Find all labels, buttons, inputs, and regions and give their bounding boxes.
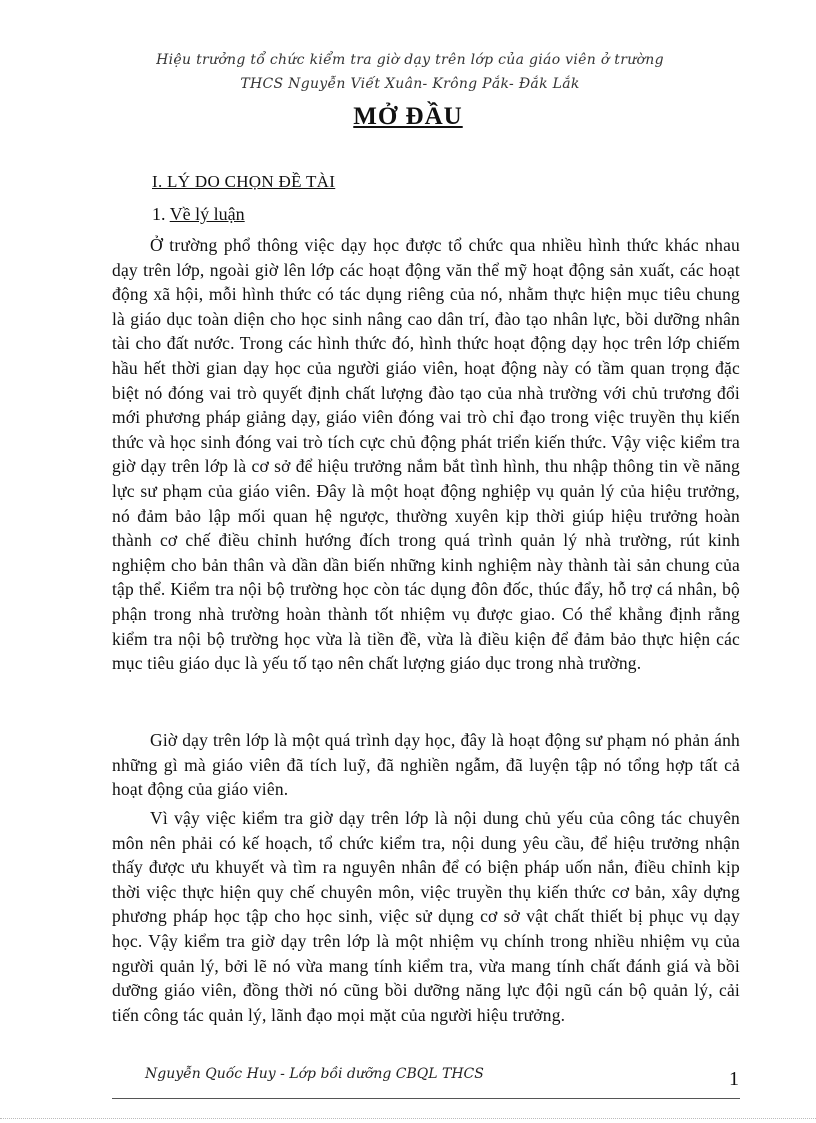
page-number: 1 [729,1068,739,1090]
running-header-line-2: THCS Nguyễn Viết Xuân- Krông Pắk- Đắk Lắk [240,76,580,92]
page-title: MỞ ĐẦU [353,103,463,130]
footer-author: Nguyễn Quốc Huy - Lớp bồi dưỡng CBQL THCS [145,1066,484,1082]
subsection-title: Về lý luận [169,204,245,224]
subsection-heading [152,204,245,225]
section-heading: I. LÝ DO CHỌN ĐỀ TÀI [152,172,336,191]
page-break-dotted-line [0,1118,816,1119]
body-paragraph-2: Giờ dạy trên lớp là một quá trình dạy học, đây là hoạt động sư phạm nó phản ánh những gì mà giáo viên đã tích luỹ, đã nghiền ngẫm, đã luyện tập nó tổng hợp tất cả hoạt động của giáo viên. [112,730,740,800]
footer-rule [112,1098,740,1099]
body-paragraph-1: Ở trường phổ thông việc dạy học được tổ chức qua nhiều hình thức khác nhau dạy trên lớp, ngoài giờ lên lớp các hoạt động văn thể mỹ hoạt động sản xuất, các hoạt động xã hội, mỗi hình thức có tác dụng riêng của nó, nhằm thực hiện mục tiêu chung là giáo dục toàn diện cho học sinh nâng cao dân trí, đào tạo nhân lực, bồi dưỡng nhân tài cho đất nước. Trong các hình thức đó, hình thức hoạt động dạy học trên lớp chiếm hầu hết thời gian dạy học của người giáo viên, hoạt động này có tầm quan trọng đặc biệt nó đóng vai trò quyết định chất lượng đào tạo của nhà trường với chủ trương đổi mới phương pháp giảng dạy, giáo viên đóng vai trò chỉ đạo trong việc truyền thụ kiến thức và học sinh đóng vai trò tích cực chủ động phát triển kiến thức. Vậy việc kiểm tra giờ dạy trên lớp là cơ sở để hiệu trưởng nắm bắt tình hình, thu nhập thông tin về năng lực sư phạm của giáo viên. Đây là một hoạt động nghiệp vụ quản lý của hiệu trưởng, nó đảm bảo lập mối quan hệ ngược, thường xuyên kịp thời giúp hiệu trưởng hoàn thành cơ chế điều chỉnh hướng đích trong quá trình quản lý nhà trường, rút kinh nghiệm cho bản thân và dần dần biến những kinh nghiệm này thành tài sản chung của tập thể. Kiểm tra nội bộ trường học còn tác dụng đôn đốc, thúc đẩy, hỗ trợ cá nhân, bộ phận trong nhà trường hoàn thành tốt nhiệm vụ được giao. Có thể khẳng định rằng kiểm tra nội bộ trường học vừa là tiền đề, vừa là điều kiện để đảm bảo thực hiện các mục tiêu giáo dục là yếu tố tạo nên chất lượng giáo dục trong nhà trường. [112,235,740,674]
running-header-line-1: Hiệu trưởng tổ chức kiểm tra giờ dạy trên lớp của giáo viên ở trường [156,52,664,68]
subsection-number: 1. [152,204,166,224]
body-paragraph-3: Vì vậy việc kiểm tra giờ dạy trên lớp là nội dung chủ yếu của công tác chuyên môn nên phải có kế hoạch, tổ chức kiểm tra, nội dung yêu cầu, để hiệu trưởng nhận thấy được ưu khuyết và tìm ra nguyên nhân để có biện pháp uốn nắn, điều chỉnh kịp thời việc thực hiện quy chế chuyên môn, việc truyền thụ kiến thức cơ bản, xây dựng phương pháp học tập cho học sinh, việc sử dụng cơ sở vật chất thiết bị phục vụ dạy học. Vậy kiểm tra giờ dạy trên lớp là một nhiệm vụ chính trong nhiều nhiệm vụ của người quản lý, bởi lẽ nó vừa mang tính kiểm tra, vừa mang tính chất đánh giá và bồi dưỡng giáo viên, đồng thời nó cũng bồi dưỡng năng lực đội ngũ cán bộ quản lý, cải tiến công tác quản lý, lãnh đạo mọi mặt của người hiệu trưởng. [112,808,740,1025]
